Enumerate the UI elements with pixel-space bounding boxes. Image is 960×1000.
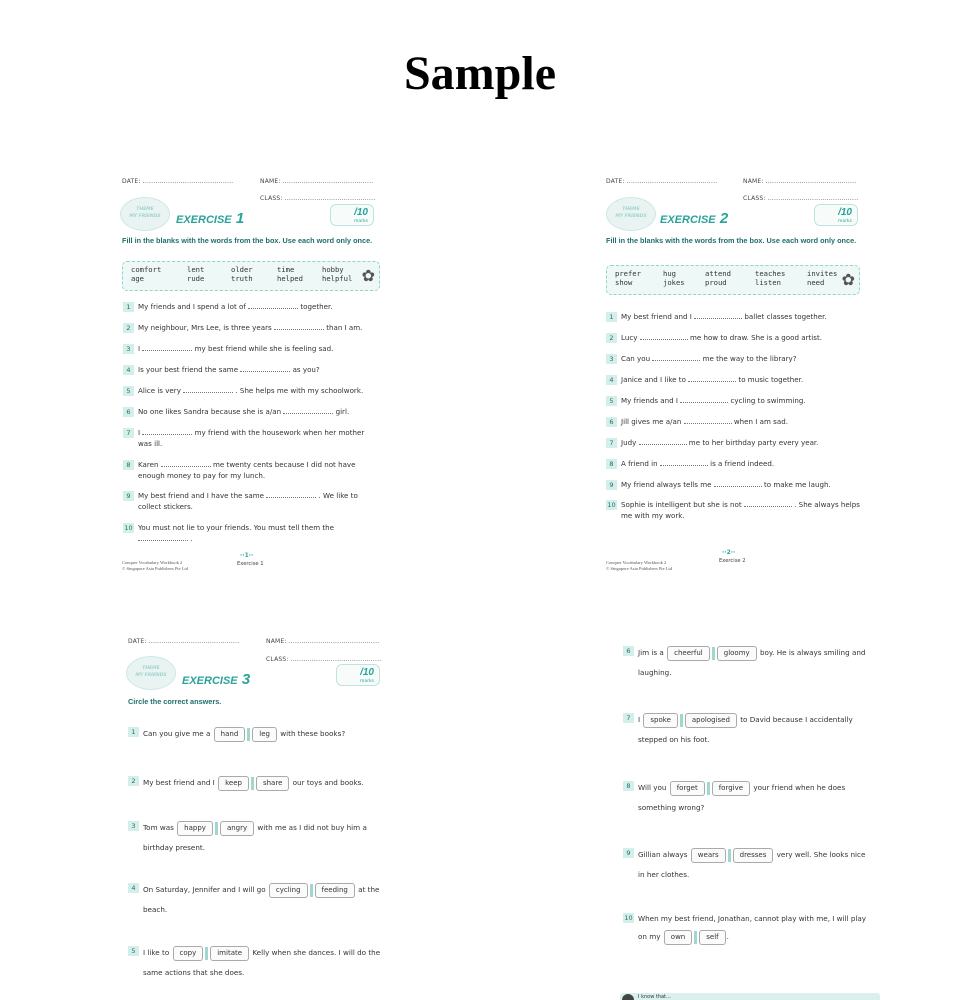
answer-option[interactable]: own <box>664 930 692 945</box>
question-number: 4 <box>128 883 139 893</box>
question-number: 1 <box>606 312 617 322</box>
animals-doodle-icon: ✿ <box>361 266 375 285</box>
question-text: when I am sad. <box>731 417 788 426</box>
question-text: Jill gives me a/an <box>621 417 684 426</box>
option-divider <box>680 714 683 727</box>
question-item <box>609 438 861 449</box>
question-text: Judy <box>621 438 639 447</box>
word-option: need <box>807 278 825 287</box>
question-item <box>131 883 383 915</box>
question-text: as you? <box>290 365 320 374</box>
question-text: me how to draw. She is a good artist. <box>687 333 822 342</box>
answer-blank[interactable] <box>660 459 708 466</box>
word-option: jokes <box>663 278 685 287</box>
question-text: me twenty cents because I did not have enough money to pay for my lunch. <box>138 460 356 480</box>
answer-option[interactable]: gloomy <box>717 646 757 661</box>
answer-option[interactable]: feeding <box>315 883 355 898</box>
option-divider <box>247 728 250 741</box>
date-field: DATE: ........................................... <box>128 638 240 645</box>
word-box <box>122 261 380 291</box>
answer-option[interactable]: dresses <box>733 848 774 863</box>
page-title: Sample <box>403 47 556 100</box>
instruction: Fill in the blanks with the words from the box. Use each word only once. <box>122 236 373 245</box>
question-item <box>126 344 378 355</box>
question-number: 8 <box>623 781 634 791</box>
word-option: truth <box>231 274 253 283</box>
question-text: with me as I did not buy him a <box>255 823 367 832</box>
question-text: Lucy <box>621 333 640 342</box>
question-number: 7 <box>123 428 134 438</box>
question-number: 3 <box>128 821 139 831</box>
question-text: ballet classes together. <box>742 312 827 321</box>
question-item <box>626 781 883 813</box>
question-text: Sophie is intelligent but she is not <box>621 500 744 509</box>
question-number: 6 <box>606 417 617 427</box>
answer-blank[interactable] <box>714 480 762 487</box>
exercise-heading: EXERCISE 1 <box>176 210 245 227</box>
question-item <box>609 459 861 470</box>
word-option: lent <box>187 265 205 274</box>
question-text: together. <box>298 302 333 311</box>
question-number: 2 <box>606 333 617 343</box>
question-line <box>143 778 364 787</box>
question-text: Is your best friend the same <box>138 365 241 374</box>
question-text: My best friend and I <box>143 778 218 787</box>
question-item <box>131 821 383 853</box>
question-number: 5 <box>123 386 134 396</box>
word-option: time <box>277 265 295 274</box>
page-number: ··2·· <box>722 549 736 556</box>
question-text: at the <box>355 885 380 894</box>
question-number: 3 <box>606 354 617 364</box>
question-item <box>609 396 861 407</box>
question-item <box>126 460 378 481</box>
question-item <box>126 407 378 418</box>
question-text: in her clothes. <box>638 870 690 879</box>
question-text: to music together. <box>736 375 804 384</box>
option-divider <box>215 822 218 835</box>
question-text: our toys and books. <box>290 778 364 787</box>
question-line <box>638 783 845 792</box>
question-text: I <box>138 428 143 437</box>
answer-blank[interactable] <box>142 428 192 435</box>
question-item <box>609 354 861 365</box>
question-text: with these books? <box>277 729 346 738</box>
question-text: me to her birthday party every year. <box>686 438 819 447</box>
word-option: proud <box>705 278 727 287</box>
question-number: 5 <box>128 946 139 956</box>
question-text: girl. <box>333 407 350 416</box>
class-field: CLASS: ........................................... <box>743 195 859 202</box>
question-text: Can you give me a <box>143 729 213 738</box>
instruction: Circle the correct answers. <box>128 697 222 706</box>
question-number: 4 <box>123 365 134 375</box>
question-text: My friends and I <box>621 396 681 405</box>
name-field: NAME: ........................................... <box>260 178 374 185</box>
question-number: 6 <box>123 407 134 417</box>
question-item <box>126 323 378 334</box>
answer-option[interactable]: apologised <box>685 713 737 728</box>
question-item <box>126 386 378 397</box>
answer-blank[interactable] <box>680 396 728 403</box>
answer-blank[interactable] <box>640 333 688 340</box>
word-option: show <box>615 278 633 287</box>
question-text: Can you <box>621 354 653 363</box>
date-field: DATE: ........................................... <box>122 178 234 185</box>
answer-option[interactable]: cycling <box>269 883 308 898</box>
question-number: 7 <box>606 438 617 448</box>
answer-blank[interactable] <box>248 302 298 309</box>
answer-blank[interactable] <box>684 417 732 424</box>
answer-option[interactable]: wears <box>691 848 726 863</box>
question-text: something wrong? <box>638 803 705 812</box>
question-item <box>609 375 861 386</box>
question-text: On Saturday, Jennifer and I will go <box>143 885 268 894</box>
answer-option[interactable]: leg <box>252 727 277 742</box>
option-divider <box>728 849 731 862</box>
question-number: 10 <box>607 501 616 509</box>
question-number: 9 <box>123 491 134 501</box>
question-line <box>143 948 380 957</box>
question-item <box>124 523 378 544</box>
question-line <box>638 648 865 657</box>
question-number: 7 <box>623 713 634 723</box>
answer-option[interactable]: hand <box>214 727 246 742</box>
question-text: birthday present. <box>143 843 205 852</box>
answer-blank[interactable] <box>744 500 792 507</box>
answer-blank[interactable] <box>183 386 233 393</box>
question-text: Alice is very <box>138 386 184 395</box>
theme-badge: THEME MY FRIENDS <box>120 197 170 231</box>
footer-exercise: Exercise 2 <box>719 558 746 564</box>
word-option: helped <box>277 274 303 283</box>
page-number: ··1·· <box>240 552 254 559</box>
word-option: prefer <box>615 269 641 278</box>
question-number: 9 <box>606 480 617 490</box>
word-option: comfort <box>131 265 162 274</box>
answer-option[interactable]: spoke <box>643 713 677 728</box>
question-item <box>609 480 861 491</box>
question-text: You must not lie to your friends. You must tell them the <box>138 523 334 532</box>
question-item <box>126 302 378 313</box>
question-item <box>131 776 383 791</box>
question-item <box>126 491 378 512</box>
question-item <box>626 646 883 678</box>
question-item <box>131 727 383 742</box>
answer-blank[interactable] <box>138 534 188 541</box>
option-divider <box>707 782 710 795</box>
question-item <box>126 428 378 449</box>
option-divider <box>205 947 208 960</box>
date-field: DATE: ........................................... <box>606 178 718 185</box>
option-divider <box>712 647 715 660</box>
question-text: very well. She looks nice <box>774 850 866 859</box>
word-option: hug <box>663 269 676 278</box>
question-item <box>626 848 883 880</box>
question-text: . She helps me with my schoolwork. <box>233 386 364 395</box>
answer-blank[interactable] <box>142 344 192 351</box>
question-text: your friend when he does <box>751 783 846 792</box>
question-text: Tom was <box>143 823 177 832</box>
answer-option[interactable]: imitate <box>210 946 249 961</box>
word-box <box>606 265 860 295</box>
question-item <box>131 946 383 978</box>
question-line <box>638 914 866 923</box>
word-list <box>615 269 847 287</box>
question-text: My best friend and I <box>621 312 695 321</box>
question-text: No one likes Sandra because she is a/an <box>138 407 284 416</box>
word-option: hobby <box>322 265 344 274</box>
question-text: my friend with the housework when her mother was ill. <box>138 428 365 448</box>
question-text: me the way to the library? <box>700 354 797 363</box>
question-text: I <box>638 715 643 724</box>
question-text: is a friend indeed. <box>707 459 775 468</box>
answer-option[interactable]: happy <box>177 821 213 836</box>
question-item <box>609 312 861 323</box>
question-item <box>609 333 861 344</box>
question-text: than I am. <box>323 323 363 332</box>
footer-exercise: Exercise 1 <box>237 561 264 567</box>
question-number: 6 <box>623 646 634 656</box>
question-number: 1 <box>128 727 139 737</box>
question-text: Will you <box>638 783 669 792</box>
question-number: 5 <box>606 396 617 406</box>
word-option: invites <box>807 269 838 278</box>
marks-box: /10 marks <box>814 204 858 226</box>
word-option: attend <box>705 269 731 278</box>
question-item <box>624 913 883 945</box>
footer-book: Conquer Vocabulary Workbook 2 © Singapore Asia Publishers Pte Ltd <box>122 560 189 571</box>
question-text: . She always helps me with my work. <box>621 500 860 520</box>
word-option: rude <box>187 274 205 283</box>
question-text: stepped on his foot. <box>638 735 710 744</box>
answer-blank[interactable] <box>274 323 324 330</box>
question-text: . We like to collect stickers. <box>138 491 358 511</box>
animals-doodle-icon: ✿ <box>841 270 855 289</box>
lightbulb-icon <box>622 994 634 1000</box>
question-number: 2 <box>123 323 134 333</box>
answer-blank[interactable] <box>688 375 736 382</box>
question-number: 4 <box>606 375 617 385</box>
question-text: to make me laugh. <box>761 480 831 489</box>
word-option: listen <box>755 278 781 287</box>
answer-blank[interactable] <box>161 460 211 467</box>
exercise-heading: EXERCISE 2 <box>660 210 729 227</box>
question-text: I like to <box>143 948 172 957</box>
question-text: my best friend while she is feeling sad. <box>192 344 334 353</box>
question-text: laughing. <box>638 668 672 677</box>
question-line <box>143 885 379 894</box>
answer-blank[interactable] <box>639 438 687 445</box>
question-item <box>607 500 861 521</box>
question-text: My friends and I spend a lot of <box>138 302 249 311</box>
question-number: 10 <box>124 524 133 532</box>
footer-book: Conquer Vocabulary Workbook 2 © Singapore Asia Publishers Pte Ltd <box>606 560 673 571</box>
word-list <box>131 265 362 283</box>
answer-option[interactable]: angry <box>220 821 254 836</box>
word-option: teaches <box>755 269 786 278</box>
answer-option[interactable]: copy <box>173 946 204 961</box>
question-text: I <box>138 344 143 353</box>
question-number: 8 <box>606 459 617 469</box>
question-text: . <box>726 932 729 941</box>
question-number: 3 <box>123 344 134 354</box>
answer-blank[interactable] <box>694 312 742 319</box>
answer-option[interactable]: forget <box>670 781 705 796</box>
question-item <box>609 417 861 428</box>
word-option: older <box>231 265 253 274</box>
class-field: CLASS: ........................................... <box>266 656 382 663</box>
answer-blank[interactable] <box>266 491 316 498</box>
question-text: When my best friend, Jonathan, cannot play with me, I will play <box>638 914 867 923</box>
answer-option[interactable]: keep <box>218 776 249 791</box>
answer-option[interactable]: cheerful <box>667 646 710 661</box>
tip-banner: I know that... <box>620 993 880 1000</box>
question-line <box>638 715 853 724</box>
question-text: Gillian always <box>638 850 690 859</box>
question-number: 10 <box>624 914 633 922</box>
exercise-heading: EXERCISE 3 <box>182 671 251 688</box>
option-divider <box>694 931 697 944</box>
name-field: NAME: ........................................... <box>743 178 857 185</box>
answer-option[interactable]: share <box>256 776 289 791</box>
question-text: same actions that she does. <box>143 968 245 977</box>
question-item <box>126 365 378 376</box>
question-text: . <box>188 533 193 543</box>
question-text: boy. He is always smiling and <box>757 648 866 657</box>
question-text: My friend always tells me <box>621 480 714 489</box>
answer-blank[interactable] <box>652 354 700 361</box>
question-number: 8 <box>123 460 134 470</box>
question-number: 1 <box>123 302 134 312</box>
answer-blank[interactable] <box>240 365 290 372</box>
question-line <box>638 850 865 859</box>
question-text: cycling to swimming. <box>728 396 806 405</box>
question-text: Jim is a <box>638 648 667 657</box>
question-text: My neighbour, Mrs Lee, is three years <box>138 323 274 332</box>
question-text: on my own self . <box>638 930 883 945</box>
question-line <box>143 729 345 738</box>
question-text: My best friend and I have the same <box>138 491 267 500</box>
question-text: Karen <box>138 460 161 469</box>
question-number: 9 <box>623 848 634 858</box>
option-divider <box>251 777 254 790</box>
instruction: Fill in the blanks with the words from the box. Use each word only once. <box>606 236 857 245</box>
question-text: to David because I accidentally <box>737 715 853 724</box>
option-divider <box>310 884 313 897</box>
question-text: Janice and I like to <box>621 375 689 384</box>
marks-box: /10 marks <box>330 204 374 226</box>
marks-box: /10 marks <box>336 664 380 686</box>
name-field: NAME: ........................................... <box>266 638 380 645</box>
question-number: 2 <box>128 776 139 786</box>
question-text: beach. <box>143 905 168 914</box>
theme-badge: THEME MY FRIENDS <box>126 656 176 690</box>
question-item <box>626 713 883 745</box>
question-text: Kelly when she dances. I will do the <box>250 948 381 957</box>
word-option: helpful <box>322 274 353 283</box>
question-text: A friend in <box>621 459 660 468</box>
answer-blank[interactable] <box>283 407 333 414</box>
answer-option[interactable]: forgive <box>712 781 750 796</box>
class-field: CLASS: ........................................... <box>260 195 376 202</box>
theme-badge: THEME MY FRIENDS <box>606 197 656 231</box>
question-line <box>143 823 367 832</box>
word-option: age <box>131 274 144 283</box>
answer-option[interactable]: self <box>699 930 725 945</box>
